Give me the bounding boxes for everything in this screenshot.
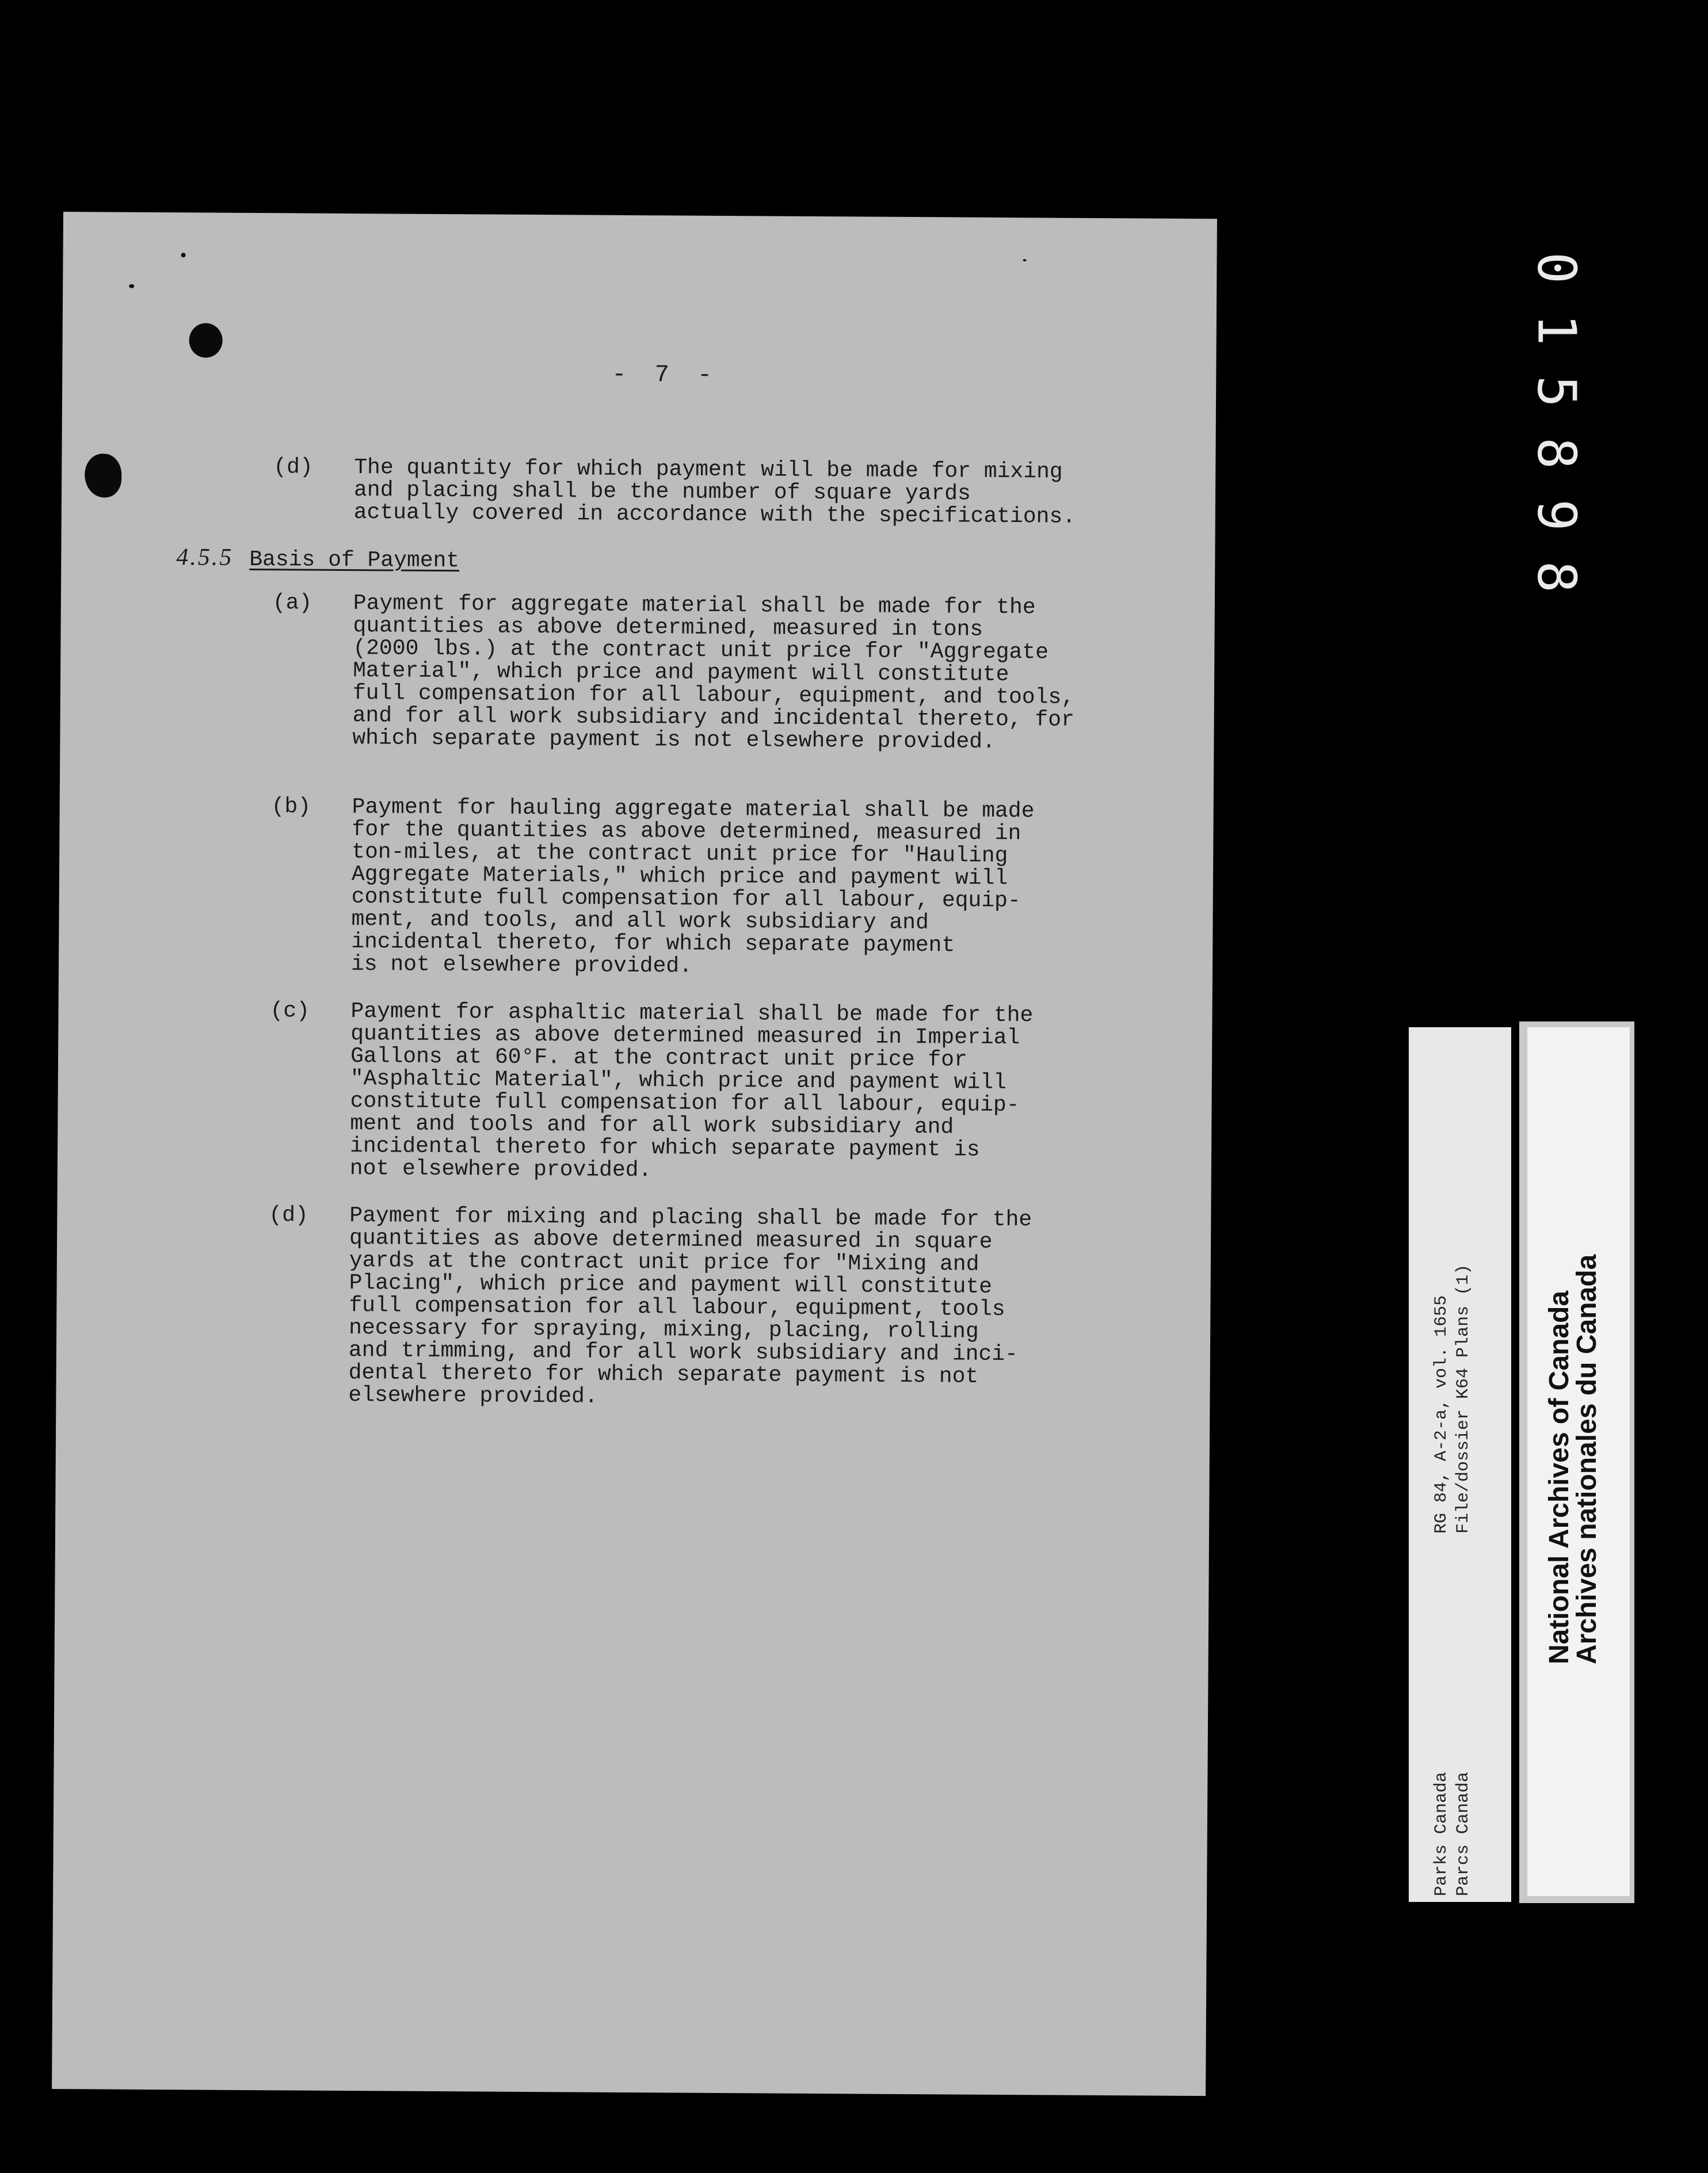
frame-number-stamp (1525, 201, 1588, 673)
clause-label: (c) (270, 998, 310, 1024)
clause-label: (d) (273, 455, 313, 480)
clause-label: (a) (272, 590, 312, 616)
clause-c-payment (270, 998, 1168, 1183)
clause-label: (d) (269, 1203, 308, 1228)
archive-label-card (1519, 1021, 1634, 1903)
clause-text: Payment for hauling aggregate material shall be made for the quantities as above determined, measured in ton-miles, at the contract unit price for "Hauling Aggregate Materials," which price and payment will constitute full compensation for all labour, equip- ment, and tools, and all work subsidiary and incidental thereto, for which separate payment is not elsewhere provided. (350, 795, 1035, 979)
ink-speck (129, 284, 134, 288)
reference-line: File/dossier K64 Plans (1) (1454, 1264, 1473, 1534)
clause-b-payment (271, 794, 1169, 979)
archive-label-inner (1527, 1027, 1630, 1896)
clause-text: Payment for aggregate material shall be made for the quantities as above determined, measured in tons (2000 lbs.) at the contract unit price for "Aggregate Material", which price and payment will constitute full compensation for all labour, equipment, and tools, and for all work subsidiary and incidental thereto, for which separate payment is not elsewhere provided. (352, 591, 1075, 754)
ink-speck (1023, 259, 1027, 261)
punch-hole (85, 453, 121, 497)
clause-label: (b) (271, 794, 311, 819)
clause-d-quantity (273, 455, 1171, 529)
ink-speck (181, 253, 186, 257)
clause-text: Payment for asphaltic material shall be made for the quantities as above determined measured in Imperial Gallons at 60°F. at the contract unit price for "Asphaltic Material", which price and payment will constitute full compensation for all labour, equip- ment and tools and for all work subsidiary and incidental thereto for which separate payment is not elsewhere provided. (349, 999, 1034, 1183)
reference-line: RG 84, A-2-a, vol. 1655 (1432, 1295, 1451, 1534)
agency-line: Parks Canada (1432, 1771, 1451, 1896)
page-number: - 7 - (612, 360, 719, 389)
clause-d-payment (269, 1203, 1166, 1409)
clause-text: Payment for mixing and placing shall be made for the quantities as above determined measured in square yards at the contract unit price for "Mixing and Placing", which price and payment will constitute full compensation for all labour, equipment, tools necessary for spraying, mixing, placing, rolling and trimming, and for all work subsidiary and inci- dental thereto for which separate payment is not elsewhere provided. (348, 1203, 1032, 1409)
archive-name: National Archives of Canada (1544, 1290, 1574, 1664)
clause-a-payment (272, 590, 1171, 754)
section-number: 4.5.5 (176, 544, 234, 571)
clause-text: The quantity for which payment will be made for mixing and placing shall be the number of square yards actually covered in accordance with the specifications. (353, 455, 1076, 529)
frame-number: 015898 (1526, 251, 1588, 623)
punch-hole (189, 323, 222, 357)
document-page (52, 212, 1217, 2096)
section-heading (176, 546, 459, 572)
agency-line: Parcs Canada (1454, 1771, 1473, 1896)
reference-label-card (1409, 1027, 1511, 1902)
section-title: Basis of Payment (249, 547, 460, 574)
archive-name: Archives nationales du Canada (1572, 1254, 1602, 1664)
